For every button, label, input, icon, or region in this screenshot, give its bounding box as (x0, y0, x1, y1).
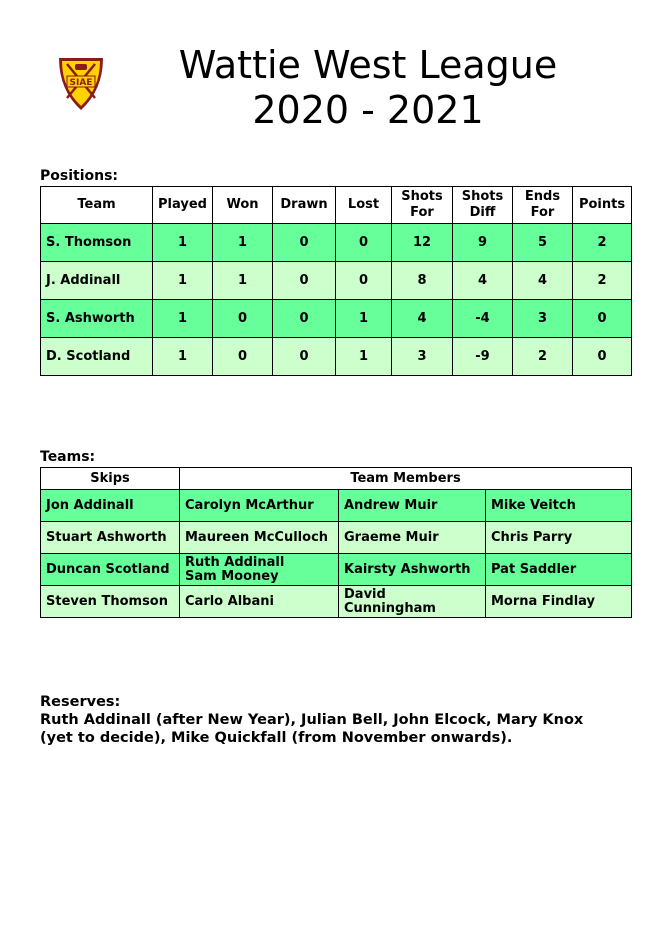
table-row (41, 554, 632, 586)
member-cell: Kairsty Ashworth (339, 554, 486, 586)
member-cell: David Cunningham (339, 586, 486, 618)
points-cell: 0 (573, 300, 632, 338)
skip-cell: Duncan Scotland (41, 554, 180, 586)
played-cell: 1 (153, 300, 213, 338)
table-row (41, 262, 632, 300)
member-cell: Maureen McCulloch (180, 522, 339, 554)
lost-cell: 0 (336, 224, 392, 262)
shots-diff-cell: -4 (453, 300, 513, 338)
column-header: Drawn (273, 187, 336, 224)
team-cell: D. Scotland (41, 338, 153, 376)
positions-table (40, 186, 632, 376)
won-cell: 1 (213, 224, 273, 262)
drawn-cell: 0 (273, 338, 336, 376)
won-cell: 0 (213, 338, 273, 376)
table-row (41, 300, 632, 338)
shots-diff-cell: 4 (453, 262, 513, 300)
ends-for-cell: 2 (513, 338, 573, 376)
won-cell: 1 (213, 262, 273, 300)
ends-for-cell: 4 (513, 262, 573, 300)
column-header: Shots For (392, 187, 453, 224)
reserves-text: Ruth Addinall (after New Year), Julian Bell, John Elcock, Mary Knox (yet to decide), Mike Quickfall (from November onwards). (40, 712, 584, 746)
table-row (41, 490, 632, 522)
member-cell: Pat Saddler (486, 554, 632, 586)
drawn-cell: 0 (273, 262, 336, 300)
points-cell: 0 (573, 338, 632, 376)
skip-cell: Steven Thomson (41, 586, 180, 618)
team-cell: S. Thomson (41, 224, 153, 262)
team-cell: S. Ashworth (41, 300, 153, 338)
positions-header-row (41, 187, 632, 224)
shots-diff-cell: 9 (453, 224, 513, 262)
shots-for-cell: 8 (392, 262, 453, 300)
reserves-section (40, 693, 620, 747)
logo-text: SIAE (69, 78, 93, 88)
ends-for-cell: 3 (513, 300, 573, 338)
shots-for-cell: 12 (392, 224, 453, 262)
season-title: 2020 - 2021 (252, 88, 484, 132)
teams-header-row (41, 468, 632, 490)
played-cell: 1 (153, 224, 213, 262)
teams-heading: Teams: (40, 449, 96, 465)
club-logo (53, 52, 109, 114)
reserves-heading: Reserves: (40, 694, 121, 710)
table-row (41, 338, 632, 376)
shots-for-cell: 3 (392, 338, 453, 376)
member-cell: Carlo Albani (180, 586, 339, 618)
member-cell: Ruth Addinall Sam Mooney (180, 554, 339, 586)
lost-cell: 1 (336, 338, 392, 376)
team-cell: J. Addinall (41, 262, 153, 300)
shots-for-cell: 4 (392, 300, 453, 338)
drawn-cell: 0 (273, 300, 336, 338)
shots-diff-cell: -9 (453, 338, 513, 376)
member-cell: Mike Veitch (486, 490, 632, 522)
column-header: Team Members (180, 468, 632, 490)
played-cell: 1 (153, 262, 213, 300)
won-cell: 0 (213, 300, 273, 338)
column-header: Shots Diff (453, 187, 513, 224)
member-cell: Morna Findlay (486, 586, 632, 618)
column-header: Points (573, 187, 632, 224)
table-row (41, 522, 632, 554)
skip-cell: Jon Addinall (41, 490, 180, 522)
table-row (41, 224, 632, 262)
column-header: Skips (41, 468, 180, 490)
member-cell: Chris Parry (486, 522, 632, 554)
played-cell: 1 (153, 338, 213, 376)
points-cell: 2 (573, 262, 632, 300)
skip-cell: Stuart Ashworth (41, 522, 180, 554)
teams-table (40, 467, 632, 618)
column-header: Team (41, 187, 153, 224)
lost-cell: 1 (336, 300, 392, 338)
member-cell: Graeme Muir (339, 522, 486, 554)
member-cell: Andrew Muir (339, 490, 486, 522)
ends-for-cell: 5 (513, 224, 573, 262)
column-header: Ends For (513, 187, 573, 224)
column-header: Lost (336, 187, 392, 224)
positions-heading: Positions: (40, 168, 119, 184)
column-header: Won (213, 187, 273, 224)
column-header: Played (153, 187, 213, 224)
points-cell: 2 (573, 224, 632, 262)
page-title: Wattie West League (178, 43, 558, 87)
table-row (41, 586, 632, 618)
drawn-cell: 0 (273, 224, 336, 262)
lost-cell: 0 (336, 262, 392, 300)
member-cell: Carolyn McArthur (180, 490, 339, 522)
